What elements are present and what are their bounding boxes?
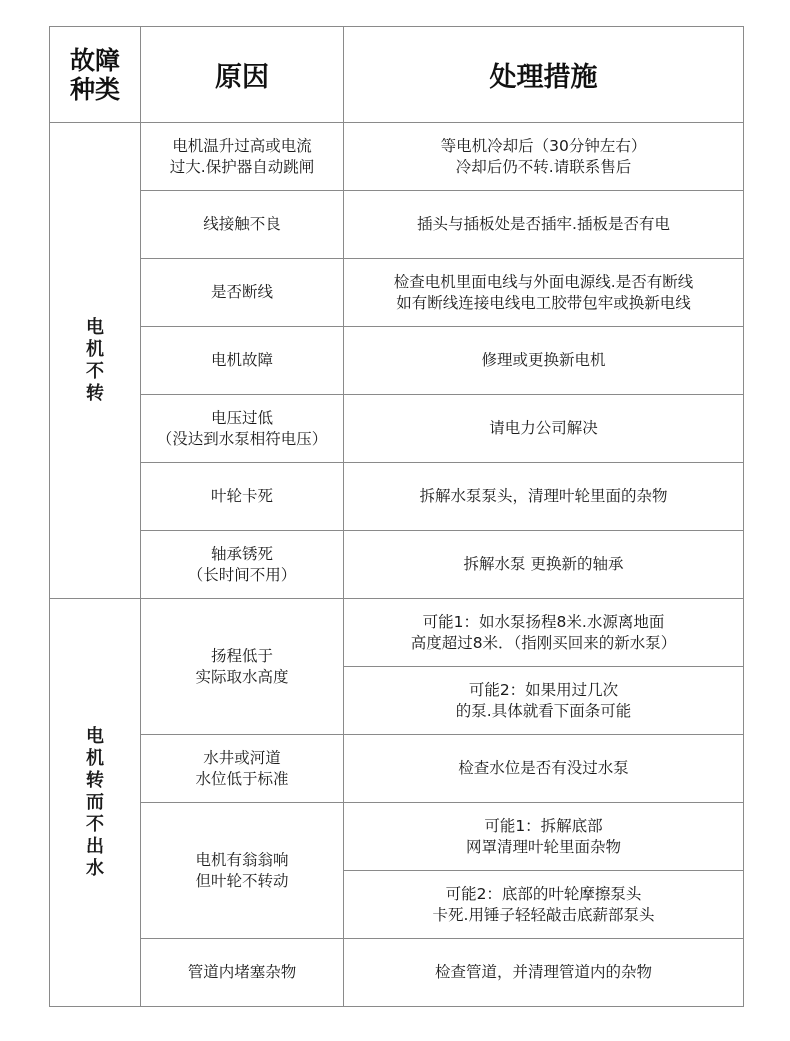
fix-cell: 拆解水泵 更换新的轴承	[344, 531, 744, 599]
table-row	[50, 123, 744, 191]
table-row	[50, 191, 744, 259]
cause-cell: 电机温升过高或电流 过大.保护器自动跳闸	[141, 123, 344, 191]
fix-cell: 检查水位是否有没过水泵	[344, 735, 744, 803]
header-fix: 处理措施	[344, 27, 744, 123]
category-cell: 电机不转	[50, 123, 141, 599]
cause-cell: 管道内堵塞杂物	[141, 939, 344, 1007]
table-row	[50, 463, 744, 531]
cause-cell: 叶轮卡死	[141, 463, 344, 531]
cause-cell: 轴承锈死 （长时间不用）	[141, 531, 344, 599]
table-row	[50, 259, 744, 327]
troubleshooting-table	[49, 26, 744, 1007]
table-row	[50, 531, 744, 599]
cause-cell: 扬程低于 实际取水高度	[141, 599, 344, 735]
cause-cell: 电机故障	[141, 327, 344, 395]
table-row	[50, 939, 744, 1007]
fix-cell: 可能1：拆解底部 网罩清理叶轮里面杂物	[344, 803, 744, 871]
fix-cell: 可能1：如水泵扬程8米.水源离地面 高度超过8米．（指刚买回来的新水泵）	[344, 599, 744, 667]
cause-cell: 线接触不良	[141, 191, 344, 259]
header-row	[50, 27, 744, 123]
fix-cell: 可能2：如果用过几次 的泵.具体就看下面条可能	[344, 667, 744, 735]
cause-cell: 水井或河道 水位低于标准	[141, 735, 344, 803]
fix-cell: 请电力公司解决	[344, 395, 744, 463]
fix-cell: 检查电机里面电线与外面电源线.是否有断线 如有断线连接电线电工胶带包牢或换新电线	[344, 259, 744, 327]
category-cell: 电机转而不出水	[50, 599, 141, 1007]
table-row	[50, 735, 744, 803]
header-category: 故障 种类	[50, 27, 141, 123]
table-row	[50, 327, 744, 395]
header-cause: 原因	[141, 27, 344, 123]
cause-cell: 电机有翁翁响 但叶轮不转动	[141, 803, 344, 939]
fix-cell: 拆解水泵泵头，清理叶轮里面的杂物	[344, 463, 744, 531]
cause-cell: 电压过低 （没达到水泵相符电压）	[141, 395, 344, 463]
fix-cell: 检查管道，并清理管道内的杂物	[344, 939, 744, 1007]
table-row	[50, 599, 744, 667]
fix-cell: 插头与插板处是否插牢.插板是否有电	[344, 191, 744, 259]
cause-cell: 是否断线	[141, 259, 344, 327]
table-row	[50, 395, 744, 463]
fix-cell: 可能2：底部的叶轮摩擦泵头 卡死.用锤子轻轻敲击底薪部泵头	[344, 871, 744, 939]
fix-cell: 等电机冷却后（30分钟左右） 冷却后仍不转.请联系售后	[344, 123, 744, 191]
table-row	[50, 803, 744, 871]
fix-cell: 修理或更换新电机	[344, 327, 744, 395]
